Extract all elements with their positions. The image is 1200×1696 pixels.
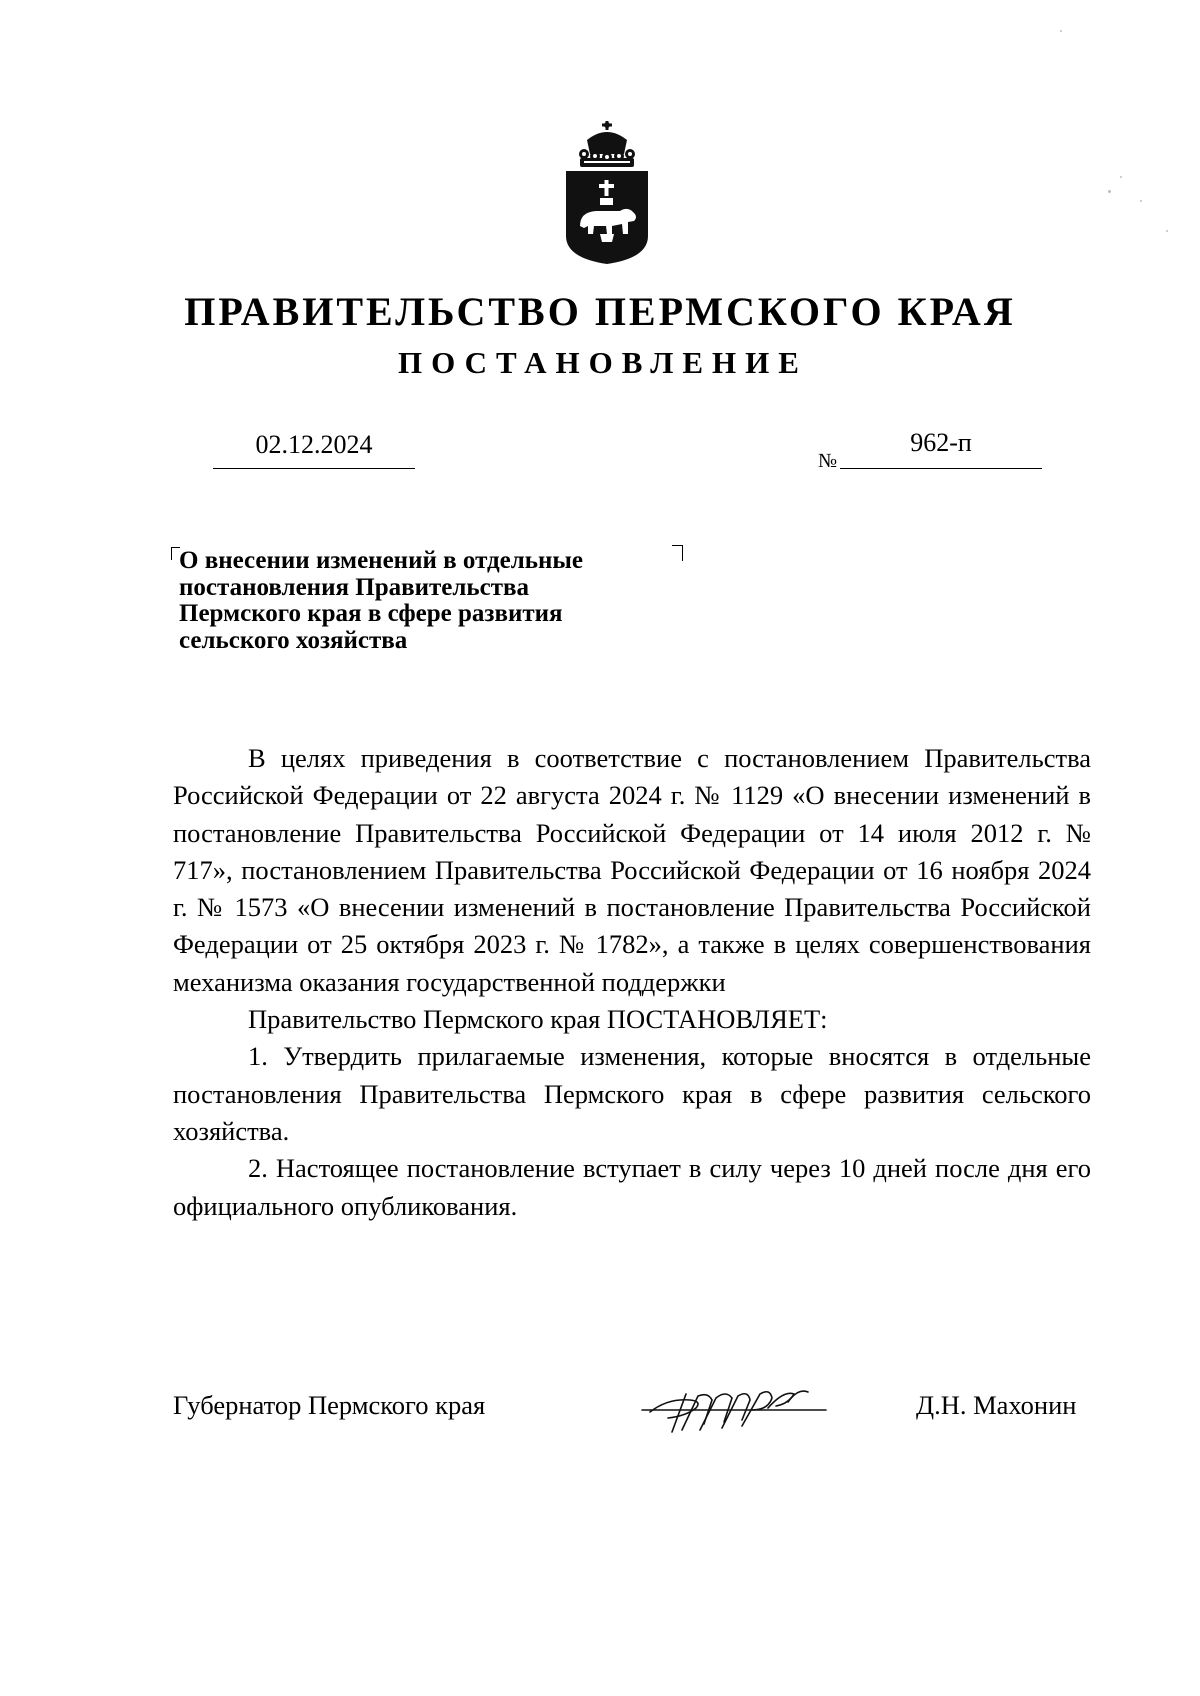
signatory-title: Губернатор Пермского края <box>173 1390 486 1420</box>
scan-speck <box>1120 176 1122 178</box>
perm-krai-coat-of-arms-icon <box>562 118 652 268</box>
document-subject <box>179 548 679 654</box>
scan-speck <box>1060 30 1062 32</box>
scan-speck <box>1140 200 1142 202</box>
number-underline <box>840 468 1042 469</box>
item-1-paragraph: 1. Утвердить прилагаемые изменения, которые вносятся в отдельные постановления Правительства Пермского края в сфере развития сельского хозяйства. <box>173 1041 1091 1146</box>
document-number-field <box>840 428 1042 469</box>
scan-speck <box>1108 190 1111 193</box>
document-date: 02.12.2024 <box>255 430 373 459</box>
document-date-field <box>213 430 415 469</box>
date-underline <box>213 468 415 469</box>
organization-title: ПРАВИТЕЛЬСТВО ПЕРМСКОГО КРАЯ <box>184 289 1016 334</box>
item-2-paragraph: 2. Настоящее постановление вступает в силу через 10 дней после дня его официального опубликования. <box>173 1153 1091 1221</box>
preamble-paragraph: В целях приведения в соответствие с постановлением Правительства Российской Федерации от 22 августа 2024 г. № 1129 «О внесении изменений в постановление Правительства Российской Федерации от 14 июля 2012 г. № 717», постановлением Правительства Российской Федерации от 16 ноября 2024 г. № 1573 «О внесении изменений в постановление Правительства Российской Федерации от 25 октября 2023 г. № 1782», а также в целях совершенствования механизма оказания государственной поддержки <box>173 743 1091 997</box>
handwritten-signature <box>638 1380 838 1440</box>
subject-line: сельского хозяйства <box>179 626 408 654</box>
document-type: ПОСТАНОВЛЕНИЕ <box>398 345 808 380</box>
document-number: 962-п <box>910 428 972 457</box>
subject-line: постановления Правительства <box>179 573 529 601</box>
resolves-paragraph: Правительство Пермского края ПОСТАНОВЛЯЕТ: <box>248 1004 828 1035</box>
subject-line: Пермского края в сфере развития <box>179 600 563 627</box>
signatory-name: Д.Н. Махонин <box>916 1390 1077 1420</box>
document-body <box>173 740 1091 1225</box>
subject-line: О внесении изменений в отдельные <box>179 547 584 574</box>
number-sign: № <box>818 450 838 472</box>
scan-speck <box>1166 230 1168 232</box>
